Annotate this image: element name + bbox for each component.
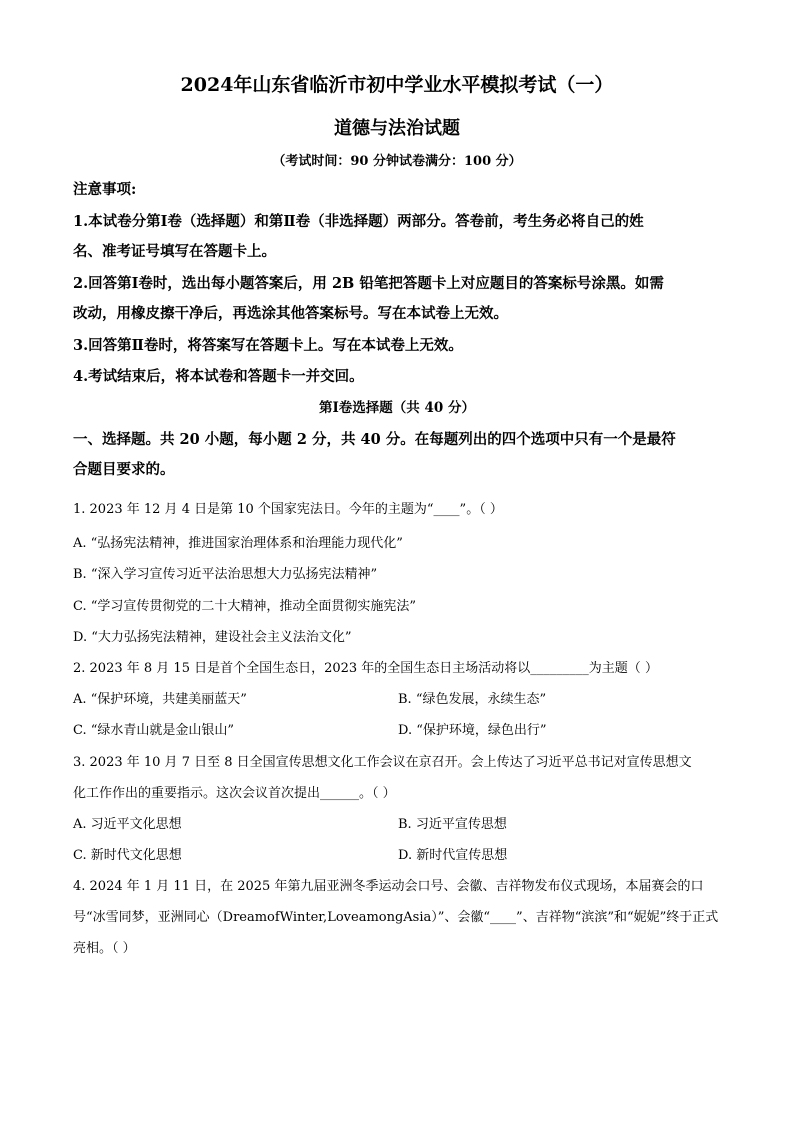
option-a: A. “保护环境，共建美丽蓝天” bbox=[73, 692, 247, 707]
question-stem: 3. 2023 年 10 月 7 日至 8 日全国宣传思想文化工作会议在京召开。会上传达了习近平总书记对宣传思想文 bbox=[73, 755, 692, 770]
section-title: 第Ⅰ卷选择题（共 40 分） bbox=[318, 400, 475, 416]
notes-line: 1.本试卷分第Ⅰ卷（选择题）和第Ⅱ卷（非选择题）两部分。答卷前，考生务必将自己的姓 bbox=[73, 213, 644, 230]
question-stem: 4. 2024 年 1 月 11 日，在 2025 年第九届亚洲冬季运动会口号、会徽、吉祥物发布仪式现场，本届赛会的口 bbox=[73, 879, 704, 894]
option-c: C. “绿水青山就是金山银山” bbox=[73, 723, 235, 738]
option-d: D. “大力弘扬宪法精神，建设社会主义法治文化” bbox=[73, 630, 352, 645]
notes-line: 2.回答第Ⅰ卷时，选出每小题答案后，用 2B 铅笔把答题卡上对应题目的答案标号涂黑。如需 bbox=[73, 275, 664, 292]
option-d: D. 新时代宣传思想 bbox=[398, 848, 508, 863]
exam-subtitle: 道德与法治试题 bbox=[334, 118, 460, 139]
option-b: B. 习近平宣传思想 bbox=[398, 817, 507, 832]
option-c: C. “学习宣传贯彻党的二十大精神，推动全面贯彻实施宪法” bbox=[73, 599, 417, 614]
option-b: B. “绿色发展，永续生态” bbox=[398, 692, 547, 707]
section-instruction: 合题目要求的。 bbox=[73, 461, 175, 478]
section-instruction: 一、选择题。共 20 小题，每小题 2 分，共 40 分。在每题列出的四个选项中只有一个是最符 bbox=[73, 431, 676, 448]
option-d: D. “保护环境，绿色出行” bbox=[398, 723, 547, 738]
notes-heading: 注意事项: bbox=[73, 181, 137, 198]
option-b: B. “深入学习宣传习近平法治思想大力弘扬宪法精神” bbox=[73, 567, 378, 582]
question-stem: 号“冰雪同梦，亚洲同心（DreamofWinter,LoveamongAsia）”、会徽“____”、吉祥物“滨滨”和“妮妮”终于正式 bbox=[73, 910, 719, 925]
option-c: C. 新时代文化思想 bbox=[73, 848, 182, 863]
exam-info: （考试时间：90 分钟试卷满分：100 分） bbox=[272, 154, 522, 169]
question-stem: 2. 2023 年 8 月 15 日是首个全国生态日，2023 年的全国生态日主场活动将以_________为主题（ ） bbox=[73, 661, 658, 676]
notes-line: 3.回答第Ⅱ卷时，将答案写在答题卡上。写在本试卷上无效。 bbox=[73, 337, 463, 354]
question-stem: 1. 2023 年 12 月 4 日是第 10 个国家宪法日。今年的主题为“____”。（ ） bbox=[73, 502, 503, 517]
notes-line: 名、准考证号填写在答题卡上。 bbox=[73, 243, 276, 260]
option-a: A. “弘扬宪法精神，推进国家治理体系和治理能力现代化” bbox=[73, 536, 403, 551]
exam-title: 2024年山东省临沂市初中学业水平模拟考试（一） bbox=[180, 74, 614, 96]
notes-line: 4.考试结束后，将本试卷和答题卡一并交回。 bbox=[73, 368, 364, 385]
question-stem: 化工作作出的重要指示。这次会议首次提出______。（ ） bbox=[73, 786, 396, 801]
question-stem: 亮相。（ ） bbox=[73, 941, 136, 956]
notes-line: 改动，用橡皮擦干净后，再选涂其他答案标号。写在本试卷上无效。 bbox=[73, 305, 508, 322]
option-a: A. 习近平文化思想 bbox=[73, 817, 182, 832]
